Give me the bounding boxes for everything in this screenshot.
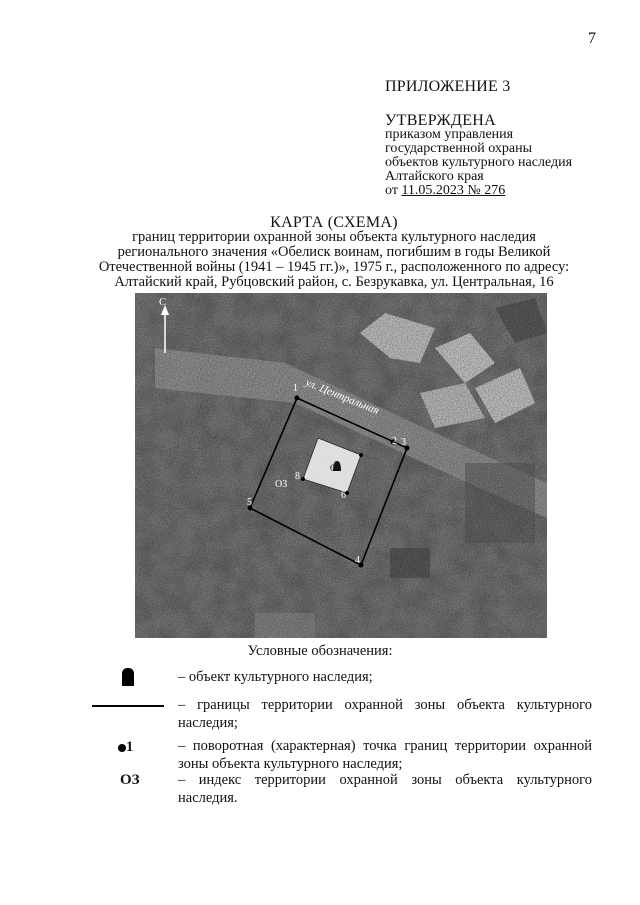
map-description-line: границ территории охранной зоны объекта культурного наследия bbox=[132, 229, 536, 245]
legend-item-turning-point: – поворотная (характерная) точка границ территории охранной зоны объекта культурного наследия; bbox=[178, 738, 592, 772]
approval-line: объектов культурного наследия bbox=[385, 155, 573, 170]
point-label-1: 1 bbox=[293, 383, 298, 394]
legend-item-boundary: – границы территории охранной зоны объекта культурного наследия; bbox=[178, 697, 592, 731]
point-dot-icon bbox=[118, 744, 126, 752]
point-label-6: 6 bbox=[341, 490, 346, 501]
point-label-5: 5 bbox=[247, 497, 252, 508]
turning-point-symbol: 1 bbox=[118, 739, 133, 756]
street-label: ул. Центральная bbox=[303, 376, 381, 417]
approval-title: УТВЕРЖДЕНА bbox=[385, 112, 497, 129]
legend-item-zone-index: – индекс территории охранной зоны объекта культурного наследия. bbox=[178, 772, 592, 806]
map-title: КАРТА (СХЕМА) bbox=[270, 214, 398, 231]
map-description-line: Отечественной войны (1941 – 1945 гг.)», 1975 г., расположенного по адресу: bbox=[98, 259, 570, 275]
approval-block bbox=[385, 128, 572, 198]
zone-index-symbol: ОЗ bbox=[120, 772, 140, 788]
map-description-line: Алтайский край, Рубцовский район, с. Безрукавка, ул. Центральная, 16 bbox=[114, 274, 554, 290]
north-label: С bbox=[159, 296, 167, 308]
approval-number: 276 bbox=[484, 183, 506, 198]
obelisk-icon bbox=[122, 668, 134, 686]
legend-title: Условные обозначения: bbox=[247, 643, 393, 659]
approval-line: Алтайского края bbox=[385, 169, 484, 184]
satellite-map bbox=[135, 293, 547, 638]
approval-date: 11.05.2023 bbox=[401, 183, 464, 198]
point-label-3: 3 bbox=[401, 437, 406, 448]
object-label: О bbox=[330, 463, 337, 473]
page-number: 7 bbox=[588, 30, 596, 47]
map-title-block bbox=[60, 215, 608, 290]
appendix-heading: ПРИЛОЖЕНИЕ 3 bbox=[385, 78, 511, 95]
point-label-2: 2 bbox=[392, 436, 397, 447]
map-description-line: регионального значения «Обелиск воинам, погибшим в годы Великой bbox=[117, 244, 551, 260]
zone-label: ОЗ bbox=[275, 479, 288, 490]
point-label-8: 8 bbox=[295, 471, 300, 482]
legend-item-object: – объект культурного наследия; bbox=[178, 669, 373, 685]
point-label-4: 4 bbox=[355, 555, 360, 566]
approval-line: приказом управления bbox=[385, 127, 514, 142]
approval-date-line: от 11.05.2023 № 276 bbox=[385, 183, 506, 198]
boundary-line-symbol bbox=[92, 705, 164, 707]
approval-line: государственной охраны bbox=[385, 141, 533, 156]
